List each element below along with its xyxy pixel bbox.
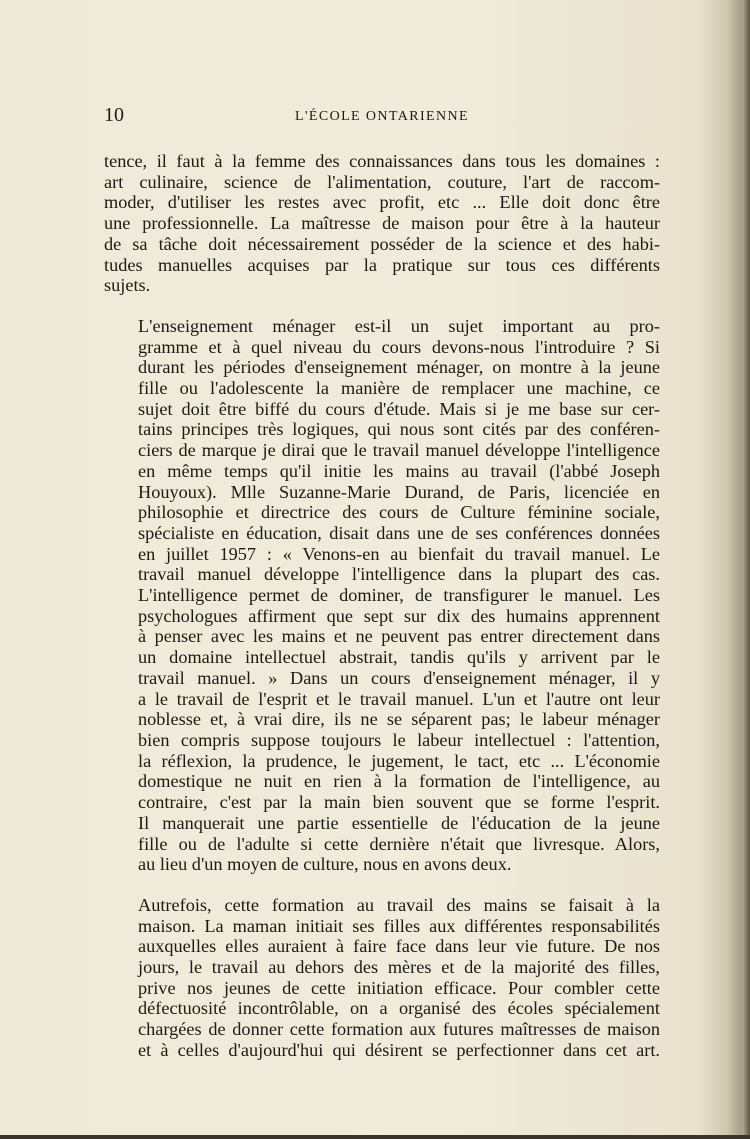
text-line: a le travail de l'esprit et le travail manuel. L'un et l'autre ont leur	[138, 688, 660, 709]
text-line: une professionnelle. La maîtresse de maison pour être à la hauteur	[104, 213, 660, 234]
body-text	[104, 151, 660, 1061]
text-line: durant les périodes d'enseignement ménager, on montre à la jeune	[138, 357, 660, 378]
text-line: spécialiste en éducation, disait dans une de ses conférences données	[138, 522, 660, 543]
text-line: moder, d'utiliser les restes avec profit, etc ... Elle doit donc être	[104, 192, 660, 213]
text-line: L'enseignement ménager est-il un sujet important au pro-	[138, 315, 660, 336]
text-line: philosophie et directrice des cours de Culture féminine sociale,	[138, 502, 660, 523]
text-line: sujet doit être biffé du cours d'étude. Mais si je me base sur cer-	[138, 398, 660, 419]
text-line: en même temps qu'il initie les mains au travail (l'abbé Joseph	[138, 460, 660, 481]
text-line: jours, le travail au dehors des mères et de la majorité des filles,	[138, 957, 660, 978]
text-line: défectuosité incontrôlable, on a organisé des écoles spécialement	[138, 998, 660, 1019]
text-line: travail manuel. » Dans un cours d'enseignement ménager, il y	[138, 667, 660, 688]
text-line: tudes manuelles acquises par la pratique sur tous ces différents	[104, 254, 660, 275]
text-line: psychologues affirment que sept sur dix des humains apprennent	[138, 605, 660, 626]
text-line: à penser avec les mains et ne peuvent pas entrer directement dans	[138, 626, 660, 647]
text-line: auxquelles elles auraient à faire face dans leur vie future. De nos	[138, 936, 660, 957]
page-spine-shadow	[742, 0, 750, 1139]
text-line: domestique ne nuit en rien à la formation de l'intelligence, au	[138, 771, 660, 792]
text-line: tains principes très logiques, qui nous sont cités par des conféren-	[138, 419, 660, 440]
text-line: de sa tâche doit nécessairement posséder de la science et des habi-	[104, 233, 660, 254]
text-line: tence, il faut à la femme des connaissances dans tous les domaines :	[104, 151, 660, 171]
text-line: contraire, c'est par la main bien souvent que se forme l'esprit.	[138, 792, 660, 813]
text-line: prive nos jeunes de cette initiation efficace. Pour combler cette	[138, 977, 660, 998]
text-line: Il manquerait une partie essentielle de l'éducation de la jeune	[138, 812, 660, 833]
text-line: ciers de marque je dirai que le travail manuel développe l'intelligence	[138, 440, 660, 461]
page-number: 10	[104, 104, 124, 126]
text-line: au lieu d'un moyen de culture, nous en avons deux.	[138, 854, 512, 875]
page-header	[104, 104, 660, 128]
text-line: noblesse et, à vrai dire, ils ne se séparent pas; le labeur ménager	[138, 709, 660, 730]
text-line: art culinaire, science de l'alimentation, couture, l'art de raccom-	[104, 171, 660, 192]
text-line: Houyoux). Mlle Suzanne-Marie Durand, de Paris, licenciée en	[138, 481, 660, 502]
text-line: Autrefois, cette formation au travail des mains se faisait à la	[138, 894, 660, 915]
paragraph-3	[104, 895, 660, 1061]
paragraph-1	[104, 151, 660, 296]
text-line: en juillet 1957 : « Venons-en au bienfait du travail manuel. Le	[138, 543, 660, 564]
running-title: L'ÉCOLE ONTARIENNE	[295, 109, 469, 124]
text-line: sujets.	[104, 275, 151, 296]
text-line: travail manuel développe l'intelligence dans la plupart des cas.	[138, 564, 660, 585]
text-line: gramme et à quel niveau du cours devons-nous l'introduire ? Si	[138, 336, 660, 357]
text-line: un domaine intellectuel abstrait, tandis qu'ils y arrivent par le	[138, 647, 660, 668]
text-line: L'intelligence permet de dominer, de transfigurer le manuel. Les	[138, 585, 660, 606]
text-line: chargées de donner cette formation aux futures maîtresses de maison	[138, 1019, 660, 1040]
paragraph-2	[104, 316, 660, 875]
text-line: la réflexion, la prudence, le jugement, le tact, etc ... L'économie	[138, 750, 660, 771]
page-bottom-edge	[0, 1135, 750, 1139]
text-line: et à celles d'aujourd'hui qui désirent se perfectionner dans cet art.	[138, 1039, 660, 1060]
text-line: fille ou de l'adulte si cette dernière n'était que livresque. Alors,	[138, 833, 660, 854]
text-line: bien compris suppose toujours le labeur intellectuel : l'attention,	[138, 729, 660, 750]
text-line: fille ou l'adolescente la manière de remplacer une machine, ce	[138, 378, 660, 399]
text-line: maison. La maman initiait ses filles aux différentes responsabilités	[138, 915, 660, 936]
